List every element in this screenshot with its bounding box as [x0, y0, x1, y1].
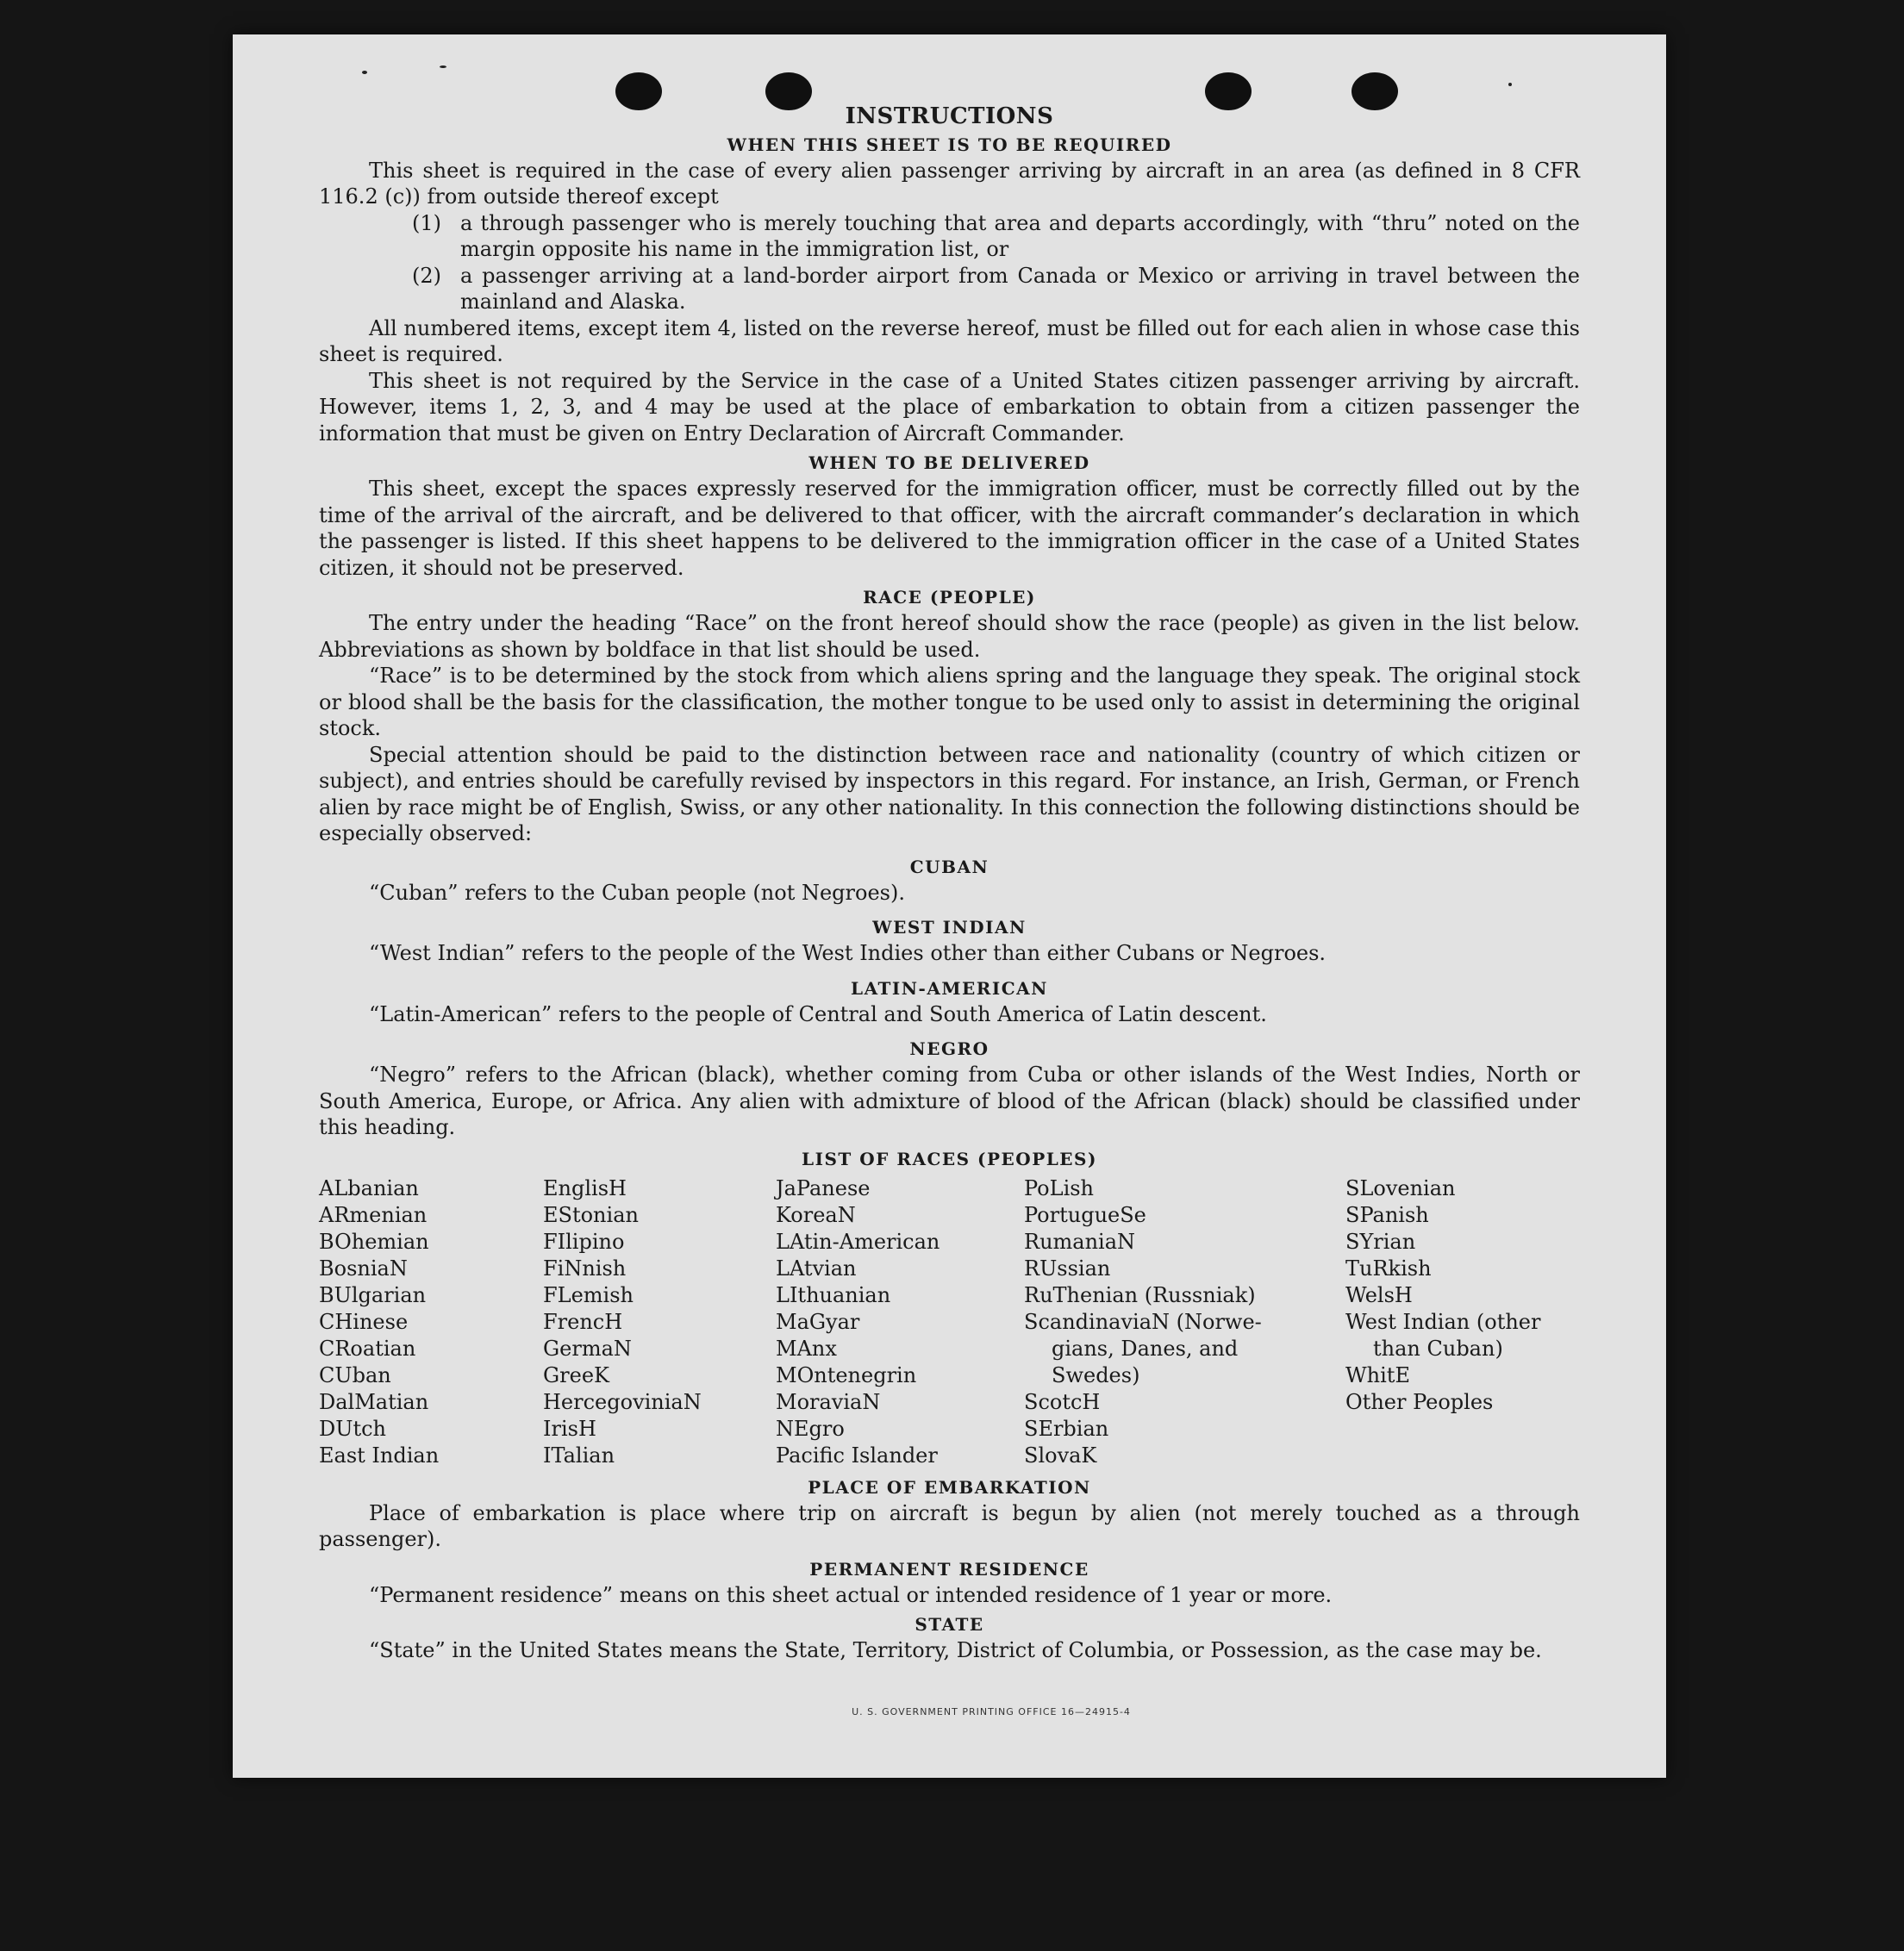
race-entry: KoreaN	[776, 1202, 856, 1227]
race-entry: SYrian	[1345, 1229, 1416, 1254]
race-entry: LIthuanian	[776, 1282, 891, 1307]
race-entry: ScotcH	[1024, 1389, 1101, 1414]
race-entry: LAtvian	[776, 1256, 857, 1281]
race-column	[776, 1175, 1024, 1469]
race-entry: CRoatian	[319, 1336, 416, 1361]
exception-item	[412, 263, 1580, 315]
item-number: (2)	[412, 263, 441, 288]
race-entry: FrencH	[543, 1309, 623, 1334]
delivered-text: This sheet, except the spaces expressly reserved for the immigration officer, must be correctly filled out by the time of the arrival of the aircraft, and be delivered to that officer, with the aircraft commander’s declaration in which the passenger is listed. If this sheet happens to be delivered to the immigration officer in the case of a United States citizen, it should not be preserved.	[319, 477, 1580, 580]
heading-when-delivered: WHEN TO BE DELIVERED	[808, 452, 1090, 473]
item-text: a passenger arriving at a land-border airport from Canada or Mexico or arriving in travel between the mainland and Alaska.	[460, 263, 1580, 314]
race-entry: JaPanese	[776, 1175, 871, 1200]
race-entry-continued: than Cuban)	[1373, 1336, 1503, 1361]
race-entry: EStonian	[543, 1202, 639, 1227]
west-indian-text: “West Indian” refers to the people of the West Indies other than either Cubans or Negroes.	[369, 941, 1327, 965]
race-entry: SErbian	[1024, 1416, 1109, 1441]
race-entry: GermaN	[543, 1336, 632, 1361]
race-entry: BOhemian	[319, 1229, 429, 1254]
race-entry: EnglisH	[543, 1175, 627, 1200]
race-entry: RuThenian (Russniak)	[1024, 1282, 1256, 1307]
race-entry: East Indian	[319, 1443, 440, 1468]
race-entry: HercegoviniaN	[543, 1389, 702, 1414]
page-title: INSTRUCTIONS	[845, 103, 1054, 129]
race-entry: MaGyar	[776, 1309, 860, 1334]
race-entry: IrisH	[543, 1416, 596, 1441]
race-entry: CUban	[319, 1362, 391, 1387]
race-entry: West Indian (other	[1345, 1309, 1541, 1334]
race-entry: ALbanian	[319, 1175, 419, 1200]
race-entry-continued: gians, Danes, and	[1052, 1336, 1239, 1361]
heading-list-of-races: LIST OF RACES (PEOPLES)	[802, 1148, 1097, 1169]
heading-race: RACE (PEOPLE)	[863, 587, 1036, 608]
race-column	[319, 1175, 543, 1469]
ink-speck	[440, 65, 446, 68]
race-entry: CHinese	[319, 1309, 409, 1334]
race-entry: FiNnish	[543, 1256, 627, 1281]
race-para-1: The entry under the heading “Race” on the front hereof should show the race (people) as given in the list below. Abbreviations as shown by boldface in that list should be used.	[319, 611, 1580, 662]
race-column	[543, 1175, 776, 1469]
race-entry: DUtch	[319, 1416, 387, 1441]
residence-text: “Permanent residence” means on this sheet actual or intended residence of 1 year or more.	[369, 1582, 1333, 1607]
state-text: “State” in the United States means the State, Territory, District of Columbia, or Possession, as the case may be.	[369, 1638, 1542, 1662]
race-entry: ITalian	[543, 1443, 615, 1468]
race-entry: ScandinaviaN (Norwe-	[1024, 1309, 1262, 1334]
race-entry: BUlgarian	[319, 1282, 427, 1307]
race-entry: SlovaK	[1024, 1443, 1097, 1468]
race-entry: SPanish	[1345, 1202, 1429, 1227]
race-entry: BosniaN	[319, 1256, 408, 1281]
negro-text: “Negro” refers to the African (black), whether coming from Cuba or other islands of the West Indies, North or South America, Europe, or Africa. Any alien with admixture of blood of the African (black) should be classified under this heading.	[319, 1063, 1580, 1139]
heading-west-indian: WEST INDIAN	[872, 917, 1027, 938]
heading-latin-american: LATIN-AMERICAN	[851, 977, 1048, 999]
required-intro: This sheet is required in the case of every alien passenger arriving by aircraft in an area (as defined in 8 CFR 116.2 (c)) from outside thereof except	[319, 158, 1580, 209]
item-number: (1)	[412, 210, 441, 235]
heading-negro: NEGRO	[909, 1038, 989, 1059]
race-list	[319, 1175, 1580, 1469]
race-entry-continued: Swedes)	[1052, 1362, 1140, 1387]
required-para-2: All numbered items, except item 4, listed on the reverse hereof, must be filled out for each alien in whose case this sheet is required.	[319, 315, 1580, 366]
race-para-2: “Race” is to be determined by the stock from which aliens spring and the language they speak. The original stock or blood shall be the basis for the classification, the mother tongue to be used only to assist in determining the original stock.	[319, 664, 1580, 740]
race-entry: MoraviaN	[776, 1389, 881, 1414]
heading-state: STATE	[915, 1614, 984, 1635]
race-entry: ARmenian	[319, 1202, 428, 1227]
race-entry: RumaniaN	[1024, 1229, 1136, 1254]
item-text: a through passenger who is merely touching that area and departs accordingly, with “thru” noted on the margin opposite his name in the immigration list, or	[460, 210, 1580, 261]
race-entry: WhitE	[1345, 1362, 1410, 1387]
race-column	[1024, 1175, 1345, 1469]
document-sheet	[233, 34, 1666, 1778]
race-entry: FIlipino	[543, 1229, 625, 1254]
race-entry: TuRkish	[1345, 1256, 1432, 1281]
cuban-text: “Cuban” refers to the Cuban people (not Negroes).	[369, 880, 905, 905]
exception-item	[412, 210, 1580, 263]
heading-when-required: WHEN THIS SHEET IS TO BE REQUIRED	[727, 134, 1172, 155]
required-para-3: This sheet is not required by the Service in the case of a United States citizen passenger arriving by aircraft. However, items 1, 2, 3, and 4 may be used at the place of embarkation to obtain from a citizen passenger the information that must be given on Entry Declaration of Aircraft Commander.	[319, 368, 1580, 446]
latin-american-text: “Latin-American” refers to the people of Central and South America of Latin descent.	[369, 1001, 1267, 1026]
race-entry: Pacific Islander	[776, 1443, 938, 1468]
embarkation-text: Place of embarkation is place where trip on aircraft is begun by alien (not merely touched as a through passenger).	[319, 1500, 1580, 1551]
race-entry: DalMatian	[319, 1389, 429, 1414]
race-entry: Other Peoples	[1345, 1389, 1494, 1414]
race-entry: FLemish	[543, 1282, 634, 1307]
heading-cuban: CUBAN	[909, 856, 989, 877]
ink-speck	[362, 71, 367, 74]
instructions-content	[319, 103, 1580, 1664]
race-entry: PortugueSe	[1024, 1202, 1146, 1227]
ink-speck	[1508, 83, 1512, 86]
race-entry: NEgro	[776, 1416, 845, 1441]
race-entry: GreeK	[543, 1362, 609, 1387]
race-column	[1345, 1175, 1580, 1469]
race-entry: MAnx	[776, 1336, 837, 1361]
heading-residence: PERMANENT RESIDENCE	[809, 1558, 1089, 1580]
race-para-3: Special attention should be paid to the distinction between race and nationality (country of which citizen or subject), and entries should be carefully revised by inspectors in this regard. For instance, an Irish, German, or French alien by race might be of English, Swiss, or any other nationality. In this connection the following distinctions should be especially observed:	[319, 742, 1580, 845]
race-entry: SLovenian	[1345, 1175, 1456, 1200]
heading-embarkation: PLACE OF EMBARKATION	[808, 1476, 1091, 1498]
race-entry: WelsH	[1345, 1282, 1413, 1307]
race-entry: PoLish	[1024, 1175, 1095, 1200]
printer-imprint: U. S. GOVERNMENT PRINTING OFFICE 16—24915-4	[852, 1706, 1131, 1717]
race-entry: LAtin-American	[776, 1229, 940, 1254]
race-entry: MOntenegrin	[776, 1362, 917, 1387]
race-entry: RUssian	[1024, 1256, 1111, 1281]
